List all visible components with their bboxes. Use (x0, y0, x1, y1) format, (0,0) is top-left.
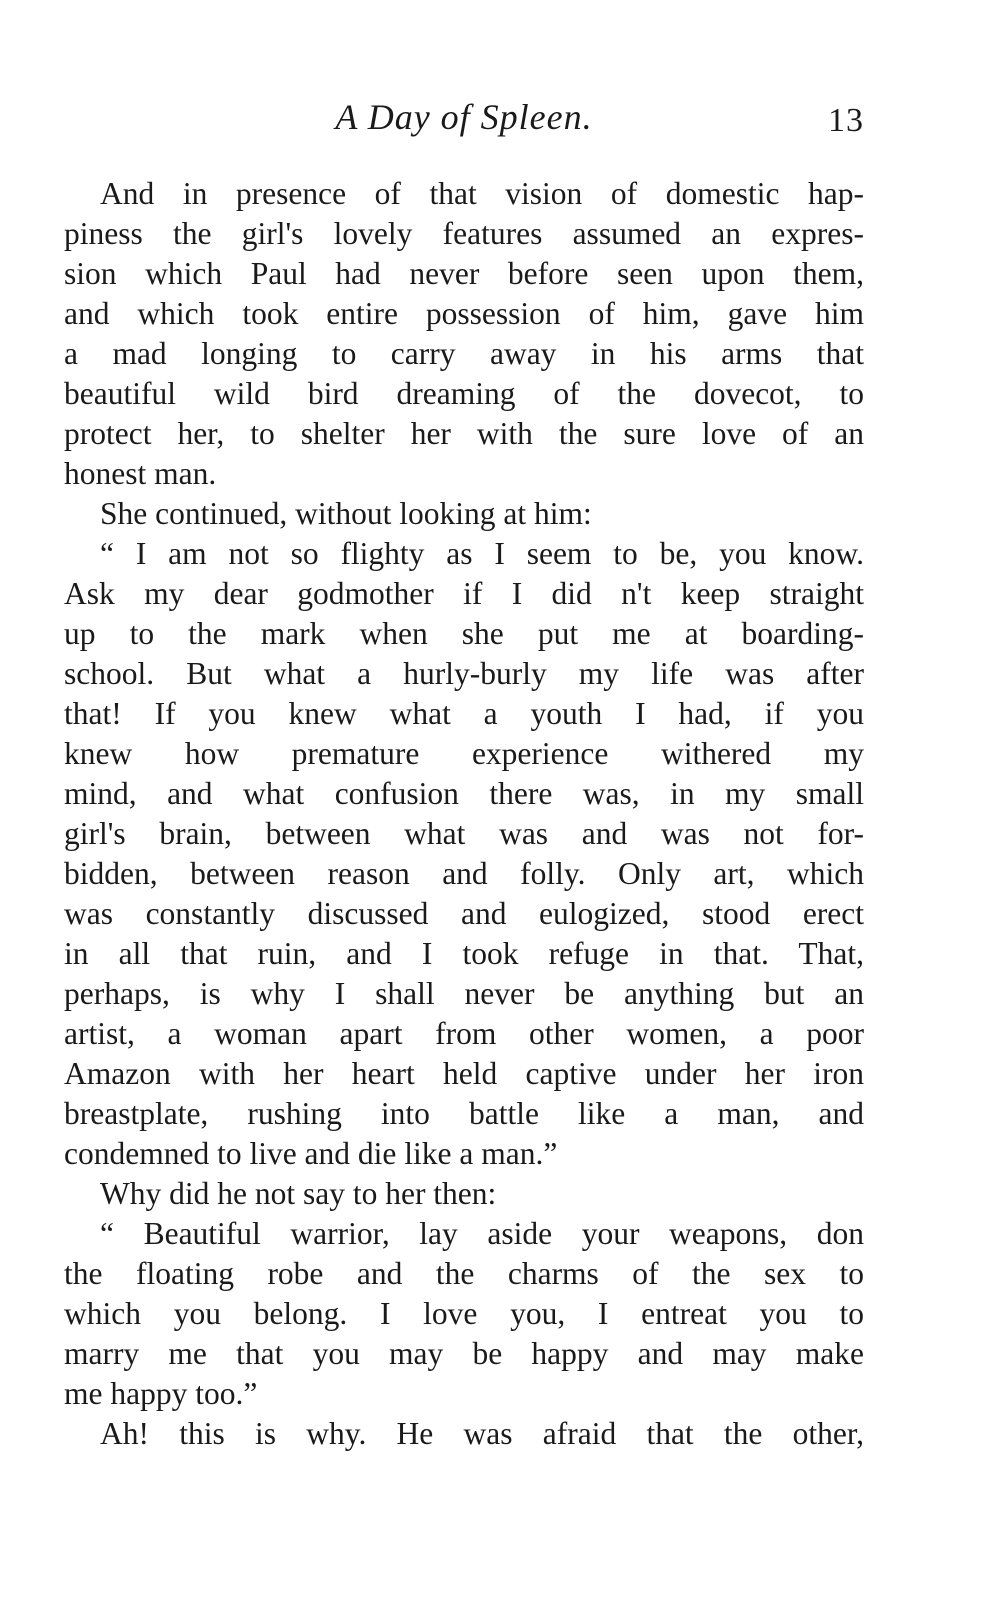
text-line: which you belong. I love you, I entreat you to (64, 1296, 864, 1331)
text-line: and which took entire possession of him, gave him (64, 296, 864, 331)
text-line: up to the mark when she put me at boarding- (64, 616, 864, 651)
text-line: mind, and what confusion there was, in my small (64, 776, 864, 811)
text-line: honest man. (64, 456, 217, 491)
text-line: breastplate, rushing into battle like a man, and (64, 1096, 864, 1131)
text-line: was constantly discussed and eulogized, stood erect (64, 896, 864, 931)
running-title: A Day of Spleen. (335, 97, 593, 137)
text-line: Ah! this is why. He was afraid that the other, (100, 1416, 864, 1451)
text-line: condemned to live and die like a man.” (64, 1136, 558, 1171)
text-line: knew how premature experience withered my (64, 736, 864, 771)
text-line: “ Beautiful warrior, lay aside your weapons, don (100, 1216, 864, 1251)
text-line: protect her, to shelter her with the sure love of an (64, 416, 864, 451)
text-line: Amazon with her heart held captive under her iron (64, 1056, 864, 1091)
text-line: Why did he not say to her then: (100, 1176, 497, 1211)
page-number: 13 (828, 102, 864, 139)
text-line: She continued, without looking at him: (100, 496, 592, 531)
text-line: And in presence of that vision of domestic hap- (100, 176, 864, 211)
text-line: beautiful wild bird dreaming of the dovecot, to (64, 376, 864, 411)
text-line: school. But what a hurly-burly my life was after (64, 656, 864, 691)
text-line: Ask my dear godmother if I did n't keep straight (64, 576, 864, 611)
text-line: piness the girl's lovely features assumed an expres- (64, 216, 864, 251)
text-line: the floating robe and the charms of the sex to (64, 1256, 864, 1291)
text-line: me happy too.” (64, 1376, 258, 1411)
text-line: “ I am not so flighty as I seem to be, you know. (100, 536, 864, 571)
text-line: a mad longing to carry away in his arms that (64, 336, 864, 371)
text-line: bidden, between reason and folly. Only art, which (64, 856, 864, 891)
body-text (64, 174, 864, 1454)
text-line: in all that ruin, and I took refuge in that. That, (64, 936, 864, 971)
text-line: sion which Paul had never before seen upon them, (64, 256, 864, 291)
text-line: perhaps, is why I shall never be anything but an (64, 976, 864, 1011)
text-line: marry me that you may be happy and may make (64, 1336, 864, 1371)
page-header (64, 96, 864, 146)
text-line: artist, a woman apart from other women, a poor (64, 1016, 864, 1051)
text-line: that! If you knew what a youth I had, if you (64, 696, 864, 731)
text-line: girl's brain, between what was and was not for- (64, 816, 864, 851)
